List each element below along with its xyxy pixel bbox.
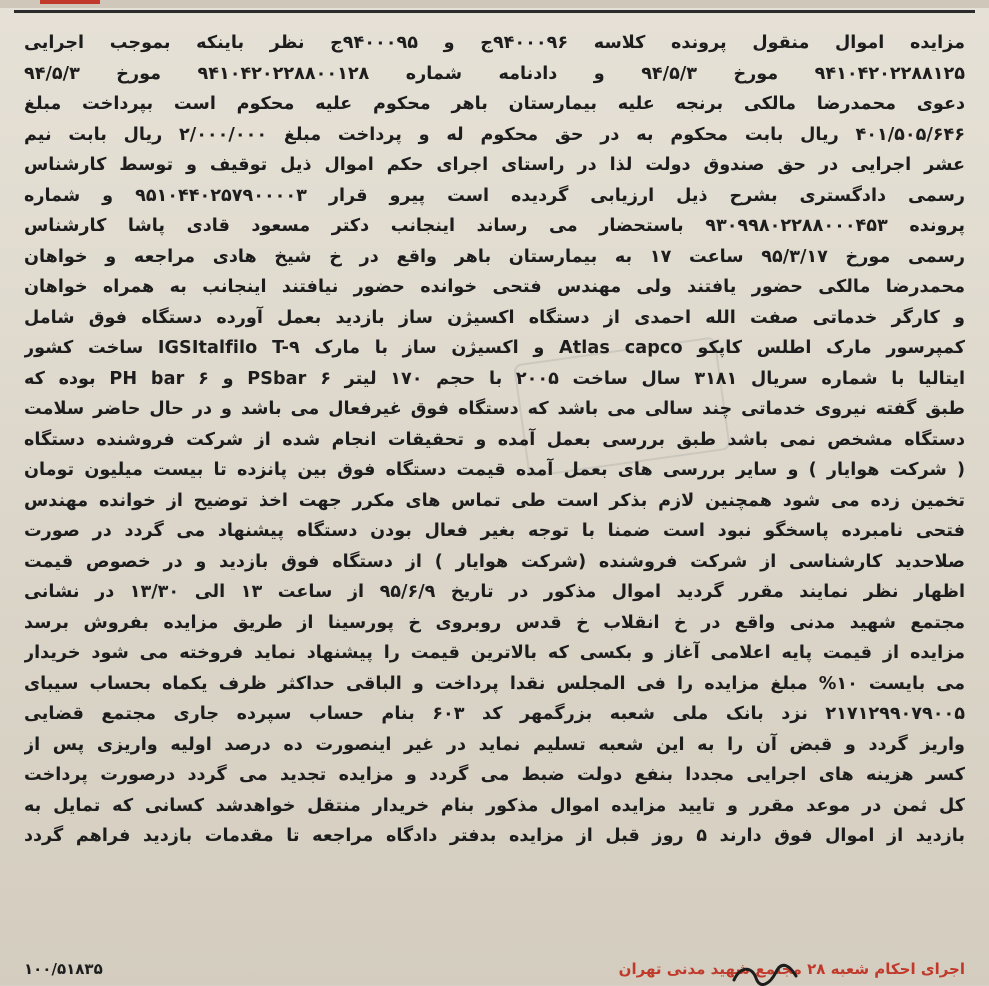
notice-line: عشر اجرایی در حق صندوق دولت لذا در راستای اجرای حکم اموال ذیل توقیف و توسط کارشناس bbox=[24, 155, 965, 175]
notice-line: مزایده اموال منقول پرونده کلاسه ۹۴۰۰۰۹۶ج و ۹۴۰۰۰۹۵ج نظر باینکه بموجب اجرایی bbox=[24, 33, 965, 53]
notice-line: تخمین زده می شود همچنین لازم بذکر است طی تماس های مکرر جهت اخذ توضیح از خوانده مهندس bbox=[24, 490, 965, 511]
notice-line: ۴۰۱/۵۰۵/۶۴۶ ریال بابت محکوم به در حق محکوم له و پرداخت مبلغ ۲/۰۰۰/۰۰۰ ریال بابت نیم bbox=[24, 124, 965, 145]
notice-line: مجتمع شهید مدنی واقع در خ انقلاب خ قدس روبروی خ پورسینا از طریق مزایده بفروش برسد bbox=[24, 612, 965, 633]
notice-line: واریز گردد و قبض آن را به این شعبه تسلیم نماید در غیر اینصورت ده درصد اولیه واریزی پس از bbox=[24, 734, 965, 755]
notice-line: دعوی محمدرضا مالکی برنجه علیه بیمارستان باهر محکوم علیه محکوم است بپرداخت مبلغ bbox=[24, 94, 965, 114]
notice-line: طبق گفته نیروی خدماتی چند سالی می باشد که دستگاه فوق غیرفعال می باشد و در حال حاضر سلامت bbox=[24, 399, 965, 419]
notice-line: ۹۴۱۰۴۲۰۲۲۸۸۱۲۵ مورخ ۹۴/۵/۳ و دادنامه شماره ۹۴۱۰۴۲۰۲۲۸۸۰۰۱۲۸ مورخ ۹۴/۵/۳ bbox=[24, 63, 965, 84]
top-red-mark bbox=[40, 0, 100, 4]
notice-line: فتحی نامبرده پاسخگو نبود است ضمنا با توجه بغیر فعال بودن دستگاه پیشنهاد می گردد در صورت bbox=[24, 521, 965, 541]
notice-line: کسر هزینه های اجرایی مجددا بنفع دولت ضبط می گردد و مزایده تجدید می گردد درصورت پرداخت bbox=[24, 765, 965, 785]
issuer-signature bbox=[619, 958, 965, 980]
notice-footer bbox=[24, 958, 965, 985]
top-rule bbox=[14, 10, 975, 13]
notice-line: ایتالیا با شماره سریال ۳۱۸۱ سال ساخت ۲۰۰۵ با حجم ۱۷۰ لیتر PSbar ۶ و PH bar ۶ بوده که bbox=[24, 368, 965, 389]
notice-line: کمپرسور مارک اطلس کاپکو Atlas capco و اکسیژن ساز با مارک IGSItalfilo T-۹ ساخت کشور bbox=[24, 338, 965, 358]
notice-line: رسمی مورخ ۹۵/۳/۱۷ ساعت ۱۷ به بیمارستان باهر واقع در خ شیخ هادی مراجعه و خواهان bbox=[24, 246, 965, 267]
auction-notice-body bbox=[24, 28, 965, 958]
notice-line: می بایست ۱۰% مبلغ مزایده را فی المجلس نقدا پرداخت و الباقی حداکثر ظرف یکماه بحساب سیبای bbox=[24, 673, 965, 694]
notice-line: محمدرضا مالکی حضور یافتند ولی مهندس فتحی خوانده حضور نیافتند اینجانب به همراه خواهان bbox=[24, 277, 965, 297]
notice-line: بازدید از اموال فوق دارند ۵ روز قبل از مزایده بدفتر دادگاه مراجعه تا مقدمات بازدید فراهم گردد bbox=[24, 826, 965, 846]
notice-line: کل ثمن در موعد مقرر و تایید مزایده اموال مذکور بنام خریدار منتقل خواهدشد کسانی که تمایل به bbox=[24, 795, 965, 816]
notice-line: رسمی دادگستری بشرح ذیل ارزیابی گردیده است پیرو قرار ۹۵۱۰۴۴۰۲۵۷۹۰۰۰۰۳ و شماره bbox=[24, 185, 965, 206]
notice-line: اظهار نظر نمایند مقرر گردید اموال مذکور در تاریخ ۹۵/۶/۹ از ساعت ۱۳ الی ۱۳/۳۰ در نشانی bbox=[24, 582, 965, 602]
notice-line: و کارگر خدماتی صفت الله احمدی از دستگاه اکسیژن ساز بازدید بعمل آورده دستگاه فوق شامل bbox=[24, 307, 965, 328]
notice-line: ۲۱۷۱۲۹۹۰۷۹۰۰۵ نزد بانک ملی شعبه بزرگمهر کد ۶۰۳ بنام حساب سپرده جاری مجتمع قضایی bbox=[24, 704, 965, 724]
notice-line: دستگاه مشخص نمی باشد طبق بررسی بعمل آمده و تحقیقات انجام شده از شرکت فروشنده دستگاه bbox=[24, 429, 965, 450]
top-strip bbox=[0, 0, 989, 8]
notice-line: مزایده از قیمت پایه اعلامی آغاز و بکسی که بالاترین قیمت را پیشنهاد نماید فروخته می شود خریدار bbox=[24, 643, 965, 663]
notice-line: صلاحدید کارشناسی از شرکت فروشنده (شرکت هوایار ) از دستگاه فوق بازدید و در خصوص قیمت bbox=[24, 551, 965, 572]
notice-line: ( شرکت هوایار ) و سایر بررسی های بعمل آمده قیمت دستگاه فوق بین پانزده تا بیست میلیون تومان bbox=[24, 460, 965, 480]
notice-code: ۱۰۰/۵۱۸۳۵ bbox=[24, 960, 103, 978]
issuer-text: اجرای احکام شعبه ۲۸ مجتمع شهید مدنی تهران bbox=[618, 960, 965, 978]
notice-line: پرونده ۹۳۰۹۹۸۰۲۲۸۸۰۰۰۴۵۳ باستحضار می رساند اینجانب دکتر مسعود قادی پاشا کارشناس bbox=[24, 216, 965, 236]
